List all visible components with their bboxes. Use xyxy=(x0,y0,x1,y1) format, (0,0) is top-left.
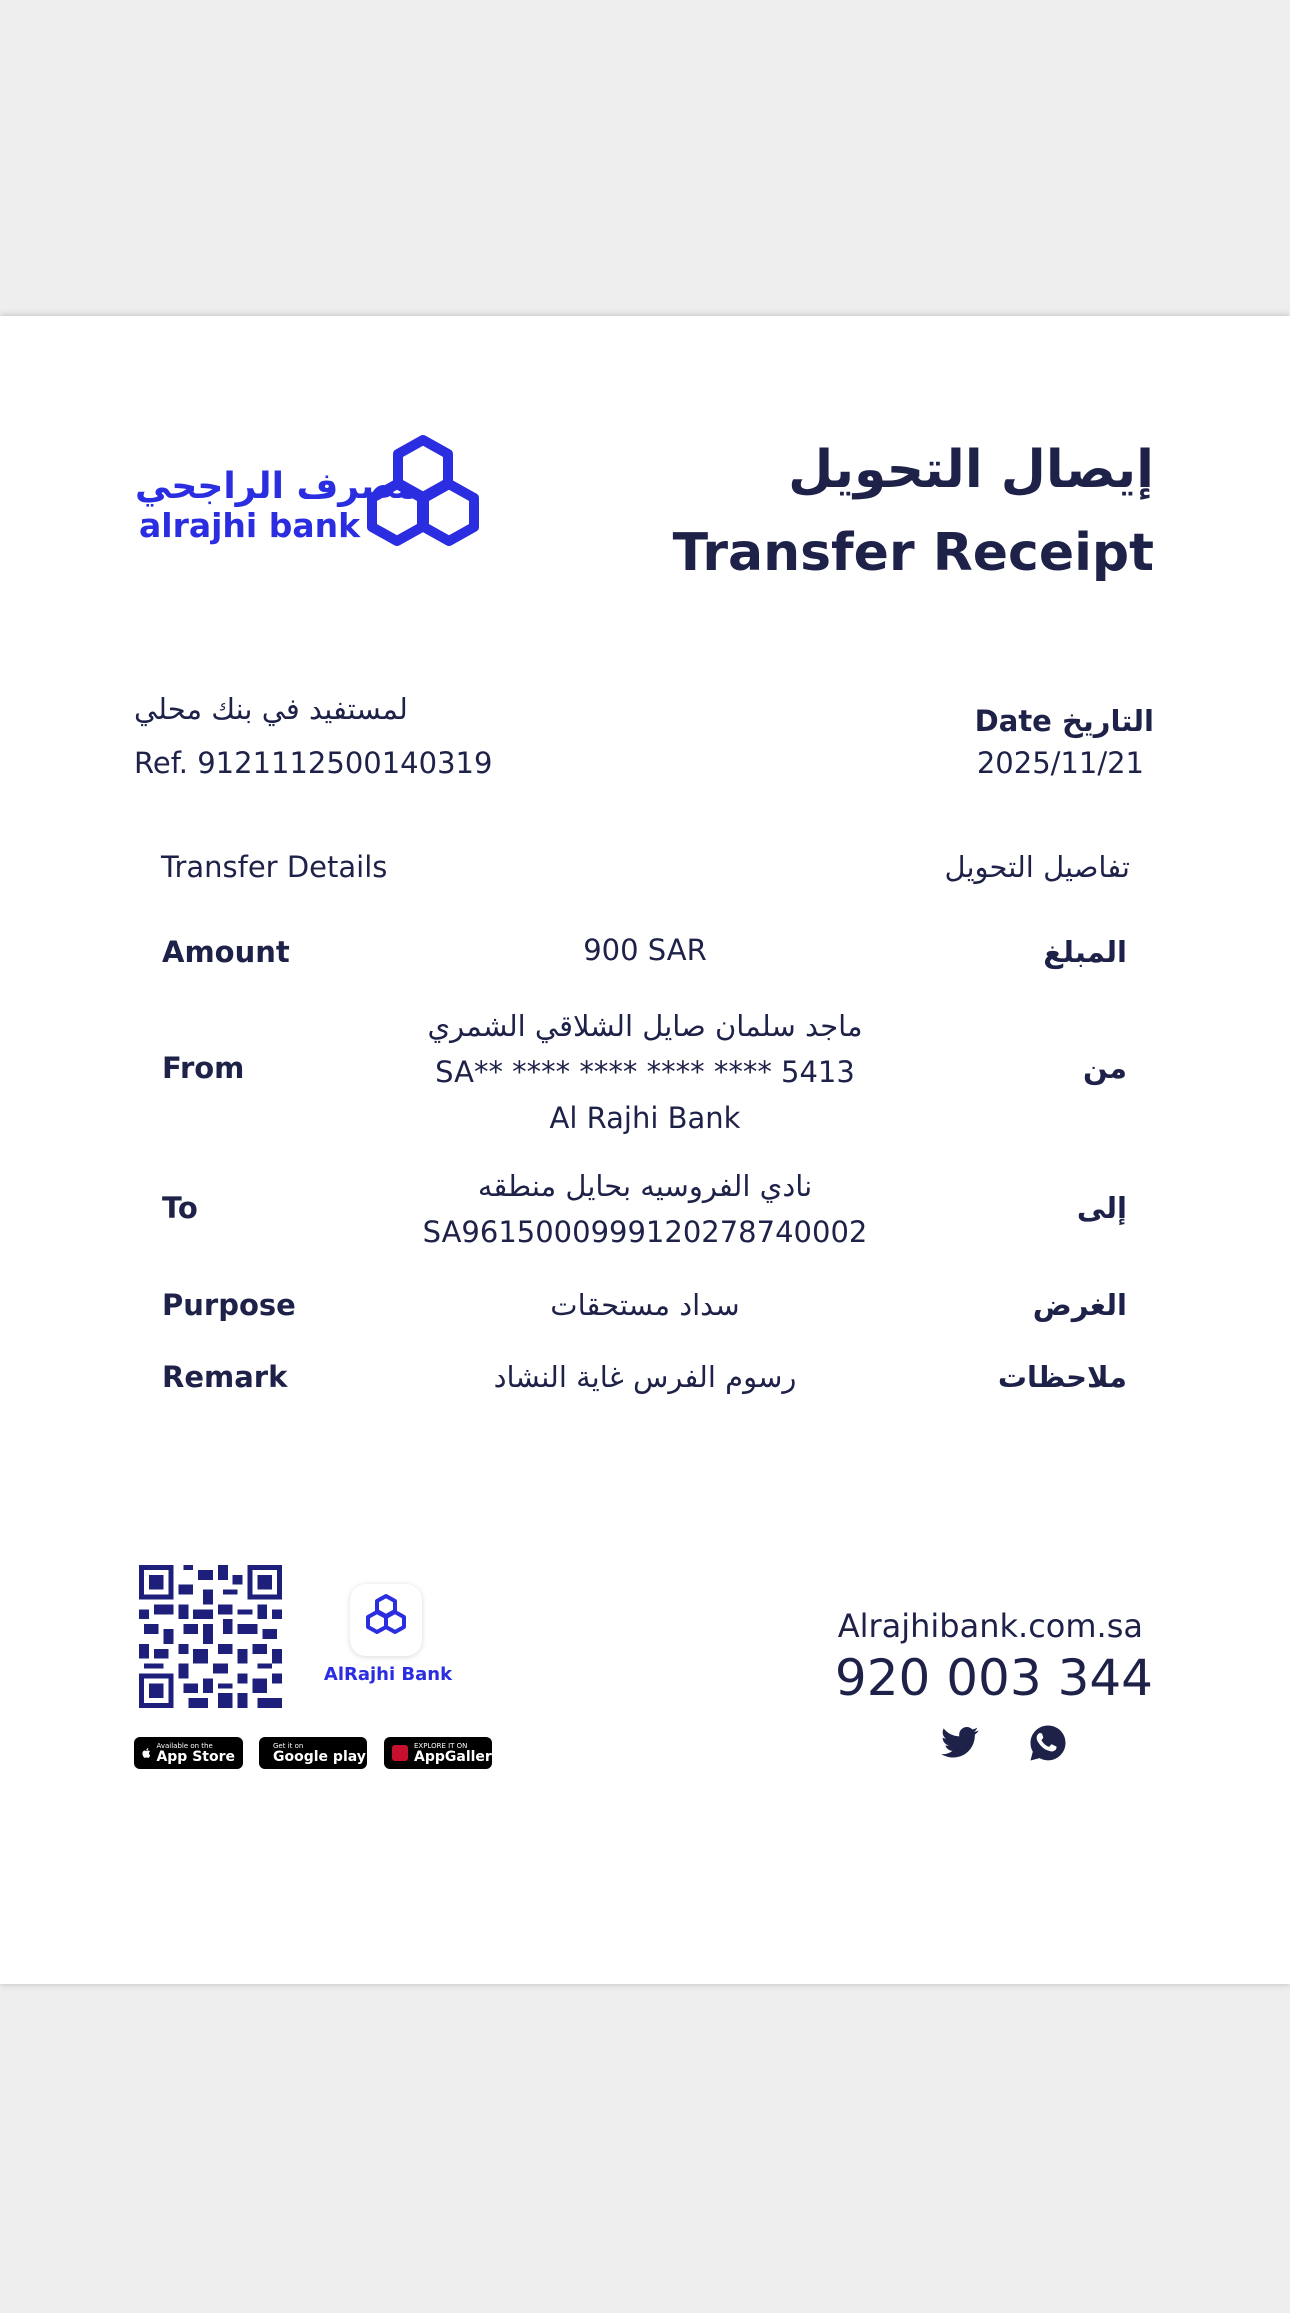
to-name: نادي الفروسيه بحايل منطقه xyxy=(477,1169,813,1203)
apple-icon xyxy=(142,1745,150,1761)
remark-value xyxy=(0,1354,1290,1400)
beneficiary-type: لمستفيد في بنك محلي xyxy=(134,692,408,726)
google-play-badge[interactable] xyxy=(259,1737,367,1769)
badge-sub: Get it on xyxy=(273,1741,304,1750)
qr-code-icon[interactable] xyxy=(139,1565,282,1708)
date-label: Date التاريخ xyxy=(974,704,1154,738)
from-account: SA** **** **** **** **** 5413 xyxy=(435,1055,855,1089)
badge-main: App Store xyxy=(156,1748,235,1765)
alrajhi-app-logo-icon xyxy=(350,1584,422,1656)
app-store-badge[interactable] xyxy=(134,1737,243,1769)
from-name: ماجد سلمان صايل الشلاقي الشمري xyxy=(427,1009,863,1043)
section-title-ar: تفاصيل التحويل xyxy=(944,850,1130,884)
section-title-en: Transfer Details xyxy=(161,850,388,884)
huawei-icon xyxy=(392,1745,408,1761)
to-value xyxy=(0,1163,1290,1255)
to-label-ar: إلى xyxy=(1076,1191,1127,1225)
amount-label-en: Amount xyxy=(162,935,290,969)
remark-line: رسوم الفرس غاية النشاد xyxy=(493,1360,797,1394)
logo-text-ar: مصرف الراجحي xyxy=(135,466,419,507)
twitter-icon[interactable] xyxy=(940,1723,980,1763)
purpose-label-ar: الغرض xyxy=(1032,1288,1127,1322)
amount-line: 900 SAR xyxy=(583,933,707,967)
logo-text-en: alrajhi bank xyxy=(139,506,361,545)
reference-number: Ref. 9121112500140319 xyxy=(134,746,493,780)
to-iban: SA9615000999120278740002 xyxy=(422,1215,868,1249)
badge-main: AppGallery xyxy=(414,1748,501,1765)
amount-value xyxy=(0,927,1290,973)
app-name: AlRajhi Bank xyxy=(323,1664,453,1685)
badge-sub: EXPLORE IT ON xyxy=(414,1741,468,1750)
from-bank: Al Rajhi Bank xyxy=(549,1101,741,1135)
app-icon[interactable] xyxy=(350,1584,422,1656)
receipt-title-ar: إيصال التحويل xyxy=(788,440,1154,500)
remark-label-en: Remark xyxy=(162,1360,288,1394)
remark-label-ar: ملاحظات xyxy=(997,1360,1127,1394)
from-label-ar: من xyxy=(1082,1051,1127,1085)
phone-number[interactable]: 920 003 344 xyxy=(834,1649,1153,1707)
purpose-value xyxy=(0,1282,1290,1328)
amount-label-ar: المبلغ xyxy=(1043,935,1127,969)
badge-main: Google play xyxy=(273,1748,366,1765)
from-value xyxy=(0,1003,1290,1141)
purpose-line: سداد مستحقات xyxy=(550,1288,740,1322)
to-label-en: To xyxy=(162,1191,198,1225)
from-label-en: From xyxy=(162,1051,245,1085)
alrajhi-logo-icon xyxy=(355,434,491,564)
app-gallery-badge[interactable] xyxy=(384,1737,501,1769)
receipt-title-en: Transfer Receipt xyxy=(672,523,1154,583)
badge-sub: Available on the xyxy=(156,1741,213,1750)
whatsapp-icon[interactable] xyxy=(1028,1723,1068,1763)
receipt-card xyxy=(0,316,1290,1984)
website-link[interactable]: Alrajhibank.com.sa xyxy=(837,1607,1143,1645)
date-value: 2025/11/21 xyxy=(976,746,1144,780)
purpose-label-en: Purpose xyxy=(162,1288,296,1322)
